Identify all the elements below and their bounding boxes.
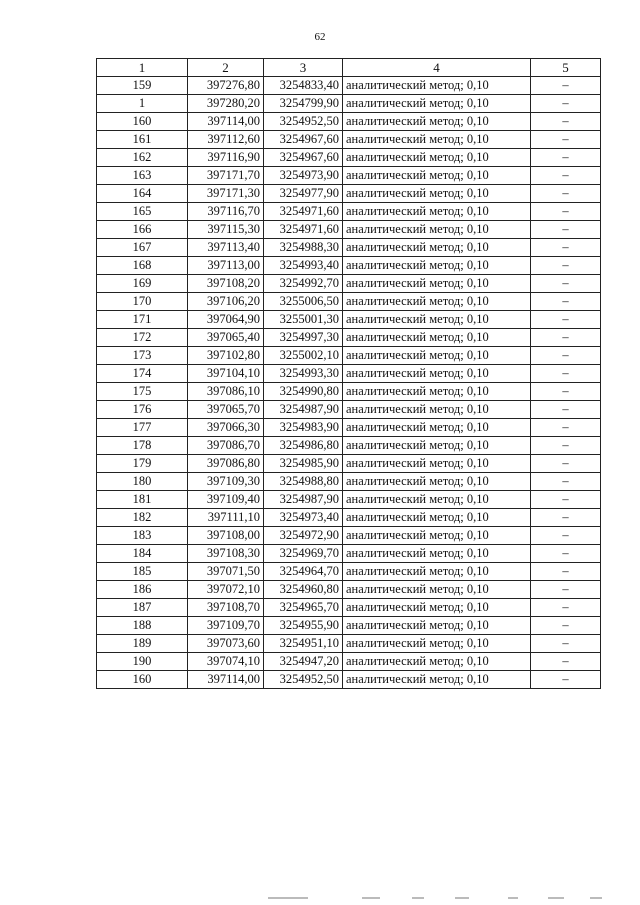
x-coordinate-cell: 397116,70: [188, 203, 264, 221]
point-number-cell: 169: [97, 275, 188, 293]
method-cell: аналитический метод; 0,10: [343, 185, 531, 203]
y-coordinate-cell: 3254983,90: [264, 419, 343, 437]
point-number-cell: 170: [97, 293, 188, 311]
note-cell: –: [531, 347, 601, 365]
x-coordinate-cell: 397108,70: [188, 599, 264, 617]
footer-scan-marks: [0, 897, 640, 901]
table-row: [97, 419, 601, 437]
method-cell: аналитический метод; 0,10: [343, 545, 531, 563]
note-cell: –: [531, 599, 601, 617]
note-cell: –: [531, 257, 601, 275]
table-row: [97, 221, 601, 239]
x-coordinate-cell: 397109,70: [188, 617, 264, 635]
method-cell: аналитический метод; 0,10: [343, 239, 531, 257]
table-row: [97, 473, 601, 491]
method-cell: аналитический метод; 0,10: [343, 113, 531, 131]
x-coordinate-cell: 397086,10: [188, 383, 264, 401]
table-row: [97, 653, 601, 671]
y-coordinate-cell: 3255001,30: [264, 311, 343, 329]
scan-mark: [268, 897, 308, 899]
x-coordinate-cell: 397066,30: [188, 419, 264, 437]
table-row: [97, 365, 601, 383]
table-row: [97, 167, 601, 185]
note-cell: –: [531, 671, 601, 689]
method-cell: аналитический метод; 0,10: [343, 617, 531, 635]
x-coordinate-cell: 397115,30: [188, 221, 264, 239]
x-coordinate-cell: 397109,30: [188, 473, 264, 491]
table-row: [97, 401, 601, 419]
note-cell: –: [531, 113, 601, 131]
y-coordinate-cell: 3254951,10: [264, 635, 343, 653]
x-coordinate-cell: 397114,00: [188, 113, 264, 131]
point-number-cell: 182: [97, 509, 188, 527]
point-number-cell: 165: [97, 203, 188, 221]
note-cell: –: [531, 77, 601, 95]
table-row: [97, 437, 601, 455]
method-cell: аналитический метод; 0,10: [343, 347, 531, 365]
y-coordinate-cell: 3254833,40: [264, 77, 343, 95]
y-coordinate-cell: 3254988,80: [264, 473, 343, 491]
point-number-cell: 187: [97, 599, 188, 617]
method-cell: аналитический метод; 0,10: [343, 635, 531, 653]
point-number-cell: 189: [97, 635, 188, 653]
method-cell: аналитический метод; 0,10: [343, 473, 531, 491]
method-cell: аналитический метод; 0,10: [343, 671, 531, 689]
header-cell-5: 5: [531, 59, 601, 77]
y-coordinate-cell: 3254971,60: [264, 203, 343, 221]
point-number-cell: 186: [97, 581, 188, 599]
y-coordinate-cell: 3254960,80: [264, 581, 343, 599]
method-cell: аналитический метод; 0,10: [343, 95, 531, 113]
table-row: [97, 149, 601, 167]
y-coordinate-cell: 3254992,70: [264, 275, 343, 293]
method-cell: аналитический метод; 0,10: [343, 599, 531, 617]
note-cell: –: [531, 635, 601, 653]
y-coordinate-cell: 3254947,20: [264, 653, 343, 671]
x-coordinate-cell: 397111,10: [188, 509, 264, 527]
method-cell: аналитический метод; 0,10: [343, 131, 531, 149]
note-cell: –: [531, 149, 601, 167]
y-coordinate-cell: 3254986,80: [264, 437, 343, 455]
method-cell: аналитический метод; 0,10: [343, 509, 531, 527]
y-coordinate-cell: 3254967,60: [264, 131, 343, 149]
x-coordinate-cell: 397086,80: [188, 455, 264, 473]
point-number-cell: 163: [97, 167, 188, 185]
x-coordinate-cell: 397171,30: [188, 185, 264, 203]
method-cell: аналитический метод; 0,10: [343, 401, 531, 419]
note-cell: –: [531, 419, 601, 437]
y-coordinate-cell: 3254993,30: [264, 365, 343, 383]
note-cell: –: [531, 545, 601, 563]
method-cell: аналитический метод; 0,10: [343, 221, 531, 239]
x-coordinate-cell: 397114,00: [188, 671, 264, 689]
point-number-cell: 167: [97, 239, 188, 257]
note-cell: –: [531, 167, 601, 185]
point-number-cell: 176: [97, 401, 188, 419]
y-coordinate-cell: 3254799,90: [264, 95, 343, 113]
note-cell: –: [531, 581, 601, 599]
point-number-cell: 185: [97, 563, 188, 581]
table-row: [97, 77, 601, 95]
method-cell: аналитический метод; 0,10: [343, 311, 531, 329]
x-coordinate-cell: 397106,20: [188, 293, 264, 311]
point-number-cell: 175: [97, 383, 188, 401]
method-cell: аналитический метод; 0,10: [343, 293, 531, 311]
y-coordinate-cell: 3255006,50: [264, 293, 343, 311]
note-cell: –: [531, 437, 601, 455]
y-coordinate-cell: 3254952,50: [264, 671, 343, 689]
point-number-cell: 173: [97, 347, 188, 365]
x-coordinate-cell: 397104,10: [188, 365, 264, 383]
header-cell-4: 4: [343, 59, 531, 77]
table-row: [97, 599, 601, 617]
point-number-cell: 171: [97, 311, 188, 329]
y-coordinate-cell: 3254997,30: [264, 329, 343, 347]
note-cell: –: [531, 473, 601, 491]
x-coordinate-cell: 397276,80: [188, 77, 264, 95]
y-coordinate-cell: 3254985,90: [264, 455, 343, 473]
x-coordinate-cell: 397280,20: [188, 95, 264, 113]
y-coordinate-cell: 3254973,90: [264, 167, 343, 185]
note-cell: –: [531, 203, 601, 221]
point-number-cell: 172: [97, 329, 188, 347]
x-coordinate-cell: 397108,30: [188, 545, 264, 563]
note-cell: –: [531, 527, 601, 545]
method-cell: аналитический метод; 0,10: [343, 527, 531, 545]
point-number-cell: 168: [97, 257, 188, 275]
table-row: [97, 671, 601, 689]
y-coordinate-cell: 3254955,90: [264, 617, 343, 635]
note-cell: –: [531, 401, 601, 419]
table-row: [97, 383, 601, 401]
table-row: [97, 239, 601, 257]
x-coordinate-cell: 397074,10: [188, 653, 264, 671]
x-coordinate-cell: 397112,60: [188, 131, 264, 149]
y-coordinate-cell: 3254987,90: [264, 401, 343, 419]
note-cell: –: [531, 275, 601, 293]
y-coordinate-cell: 3254987,90: [264, 491, 343, 509]
point-number-cell: 159: [97, 77, 188, 95]
x-coordinate-cell: 397116,90: [188, 149, 264, 167]
x-coordinate-cell: 397065,70: [188, 401, 264, 419]
point-number-cell: 166: [97, 221, 188, 239]
method-cell: аналитический метод; 0,10: [343, 437, 531, 455]
table-row: [97, 617, 601, 635]
method-cell: аналитический метод; 0,10: [343, 365, 531, 383]
x-coordinate-cell: 397073,60: [188, 635, 264, 653]
note-cell: –: [531, 653, 601, 671]
x-coordinate-cell: 397086,70: [188, 437, 264, 455]
x-coordinate-cell: 397071,50: [188, 563, 264, 581]
note-cell: –: [531, 563, 601, 581]
scan-mark: [548, 897, 564, 899]
table-row: [97, 275, 601, 293]
scan-mark: [362, 897, 380, 899]
point-number-cell: 184: [97, 545, 188, 563]
table-row: [97, 185, 601, 203]
table-row: [97, 509, 601, 527]
point-number-cell: 162: [97, 149, 188, 167]
table-row: [97, 257, 601, 275]
y-coordinate-cell: 3254973,40: [264, 509, 343, 527]
note-cell: –: [531, 455, 601, 473]
method-cell: аналитический метод; 0,10: [343, 275, 531, 293]
point-number-cell: 188: [97, 617, 188, 635]
y-coordinate-cell: 3254993,40: [264, 257, 343, 275]
scan-mark: [412, 897, 424, 899]
note-cell: –: [531, 239, 601, 257]
note-cell: –: [531, 329, 601, 347]
x-coordinate-cell: 397108,00: [188, 527, 264, 545]
y-coordinate-cell: 3254971,60: [264, 221, 343, 239]
header-row: [97, 59, 601, 77]
point-number-cell: 160: [97, 113, 188, 131]
note-cell: –: [531, 311, 601, 329]
x-coordinate-cell: 397108,20: [188, 275, 264, 293]
method-cell: аналитический метод; 0,10: [343, 491, 531, 509]
x-coordinate-cell: 397102,80: [188, 347, 264, 365]
method-cell: аналитический метод; 0,10: [343, 329, 531, 347]
x-coordinate-cell: 397072,10: [188, 581, 264, 599]
method-cell: аналитический метод; 0,10: [343, 167, 531, 185]
point-number-cell: 160: [97, 671, 188, 689]
table-row: [97, 491, 601, 509]
table-header: [97, 59, 601, 77]
method-cell: аналитический метод; 0,10: [343, 77, 531, 95]
page-number: 62: [314, 31, 326, 43]
y-coordinate-cell: 3254972,90: [264, 527, 343, 545]
table-row: [97, 635, 601, 653]
point-number-cell: 174: [97, 365, 188, 383]
table-row: [97, 455, 601, 473]
table-row: [97, 545, 601, 563]
table-row: [97, 203, 601, 221]
method-cell: аналитический метод; 0,10: [343, 563, 531, 581]
note-cell: –: [531, 131, 601, 149]
table-row: [97, 347, 601, 365]
table-row: [97, 563, 601, 581]
note-cell: –: [531, 383, 601, 401]
method-cell: аналитический метод; 0,10: [343, 653, 531, 671]
table-row: [97, 131, 601, 149]
point-number-cell: 178: [97, 437, 188, 455]
y-coordinate-cell: 3254977,90: [264, 185, 343, 203]
note-cell: –: [531, 185, 601, 203]
scan-mark: [508, 897, 518, 899]
note-cell: –: [531, 617, 601, 635]
x-coordinate-cell: 397064,90: [188, 311, 264, 329]
method-cell: аналитический метод; 0,10: [343, 257, 531, 275]
table-row: [97, 95, 601, 113]
table-row: [97, 311, 601, 329]
method-cell: аналитический метод; 0,10: [343, 149, 531, 167]
point-number-cell: 190: [97, 653, 188, 671]
x-coordinate-cell: 397109,40: [188, 491, 264, 509]
y-coordinate-cell: 3254990,80: [264, 383, 343, 401]
y-coordinate-cell: 3254969,70: [264, 545, 343, 563]
point-number-cell: 164: [97, 185, 188, 203]
table-row: [97, 329, 601, 347]
y-coordinate-cell: 3255002,10: [264, 347, 343, 365]
header-cell-1: 1: [97, 59, 188, 77]
table-row: [97, 113, 601, 131]
point-number-cell: 161: [97, 131, 188, 149]
note-cell: –: [531, 491, 601, 509]
point-number-cell: 183: [97, 527, 188, 545]
x-coordinate-cell: 397113,00: [188, 257, 264, 275]
point-number-cell: 179: [97, 455, 188, 473]
point-number-cell: 177: [97, 419, 188, 437]
note-cell: –: [531, 365, 601, 383]
y-coordinate-cell: 3254965,70: [264, 599, 343, 617]
point-number-cell: 181: [97, 491, 188, 509]
coordinates-table: [96, 58, 601, 689]
y-coordinate-cell: 3254952,50: [264, 113, 343, 131]
point-number-cell: 1: [97, 95, 188, 113]
y-coordinate-cell: 3254964,70: [264, 563, 343, 581]
note-cell: –: [531, 95, 601, 113]
x-coordinate-cell: 397171,70: [188, 167, 264, 185]
header-cell-2: 2: [188, 59, 264, 77]
table-row: [97, 581, 601, 599]
note-cell: –: [531, 293, 601, 311]
table-body: [97, 77, 601, 689]
table-row: [97, 293, 601, 311]
method-cell: аналитический метод; 0,10: [343, 203, 531, 221]
y-coordinate-cell: 3254967,60: [264, 149, 343, 167]
y-coordinate-cell: 3254988,30: [264, 239, 343, 257]
x-coordinate-cell: 397065,40: [188, 329, 264, 347]
scan-mark: [455, 897, 469, 899]
method-cell: аналитический метод; 0,10: [343, 419, 531, 437]
method-cell: аналитический метод; 0,10: [343, 581, 531, 599]
header-cell-3: 3: [264, 59, 343, 77]
note-cell: –: [531, 509, 601, 527]
x-coordinate-cell: 397113,40: [188, 239, 264, 257]
method-cell: аналитический метод; 0,10: [343, 455, 531, 473]
note-cell: –: [531, 221, 601, 239]
scan-mark: [590, 897, 602, 899]
table-row: [97, 527, 601, 545]
method-cell: аналитический метод; 0,10: [343, 383, 531, 401]
point-number-cell: 180: [97, 473, 188, 491]
